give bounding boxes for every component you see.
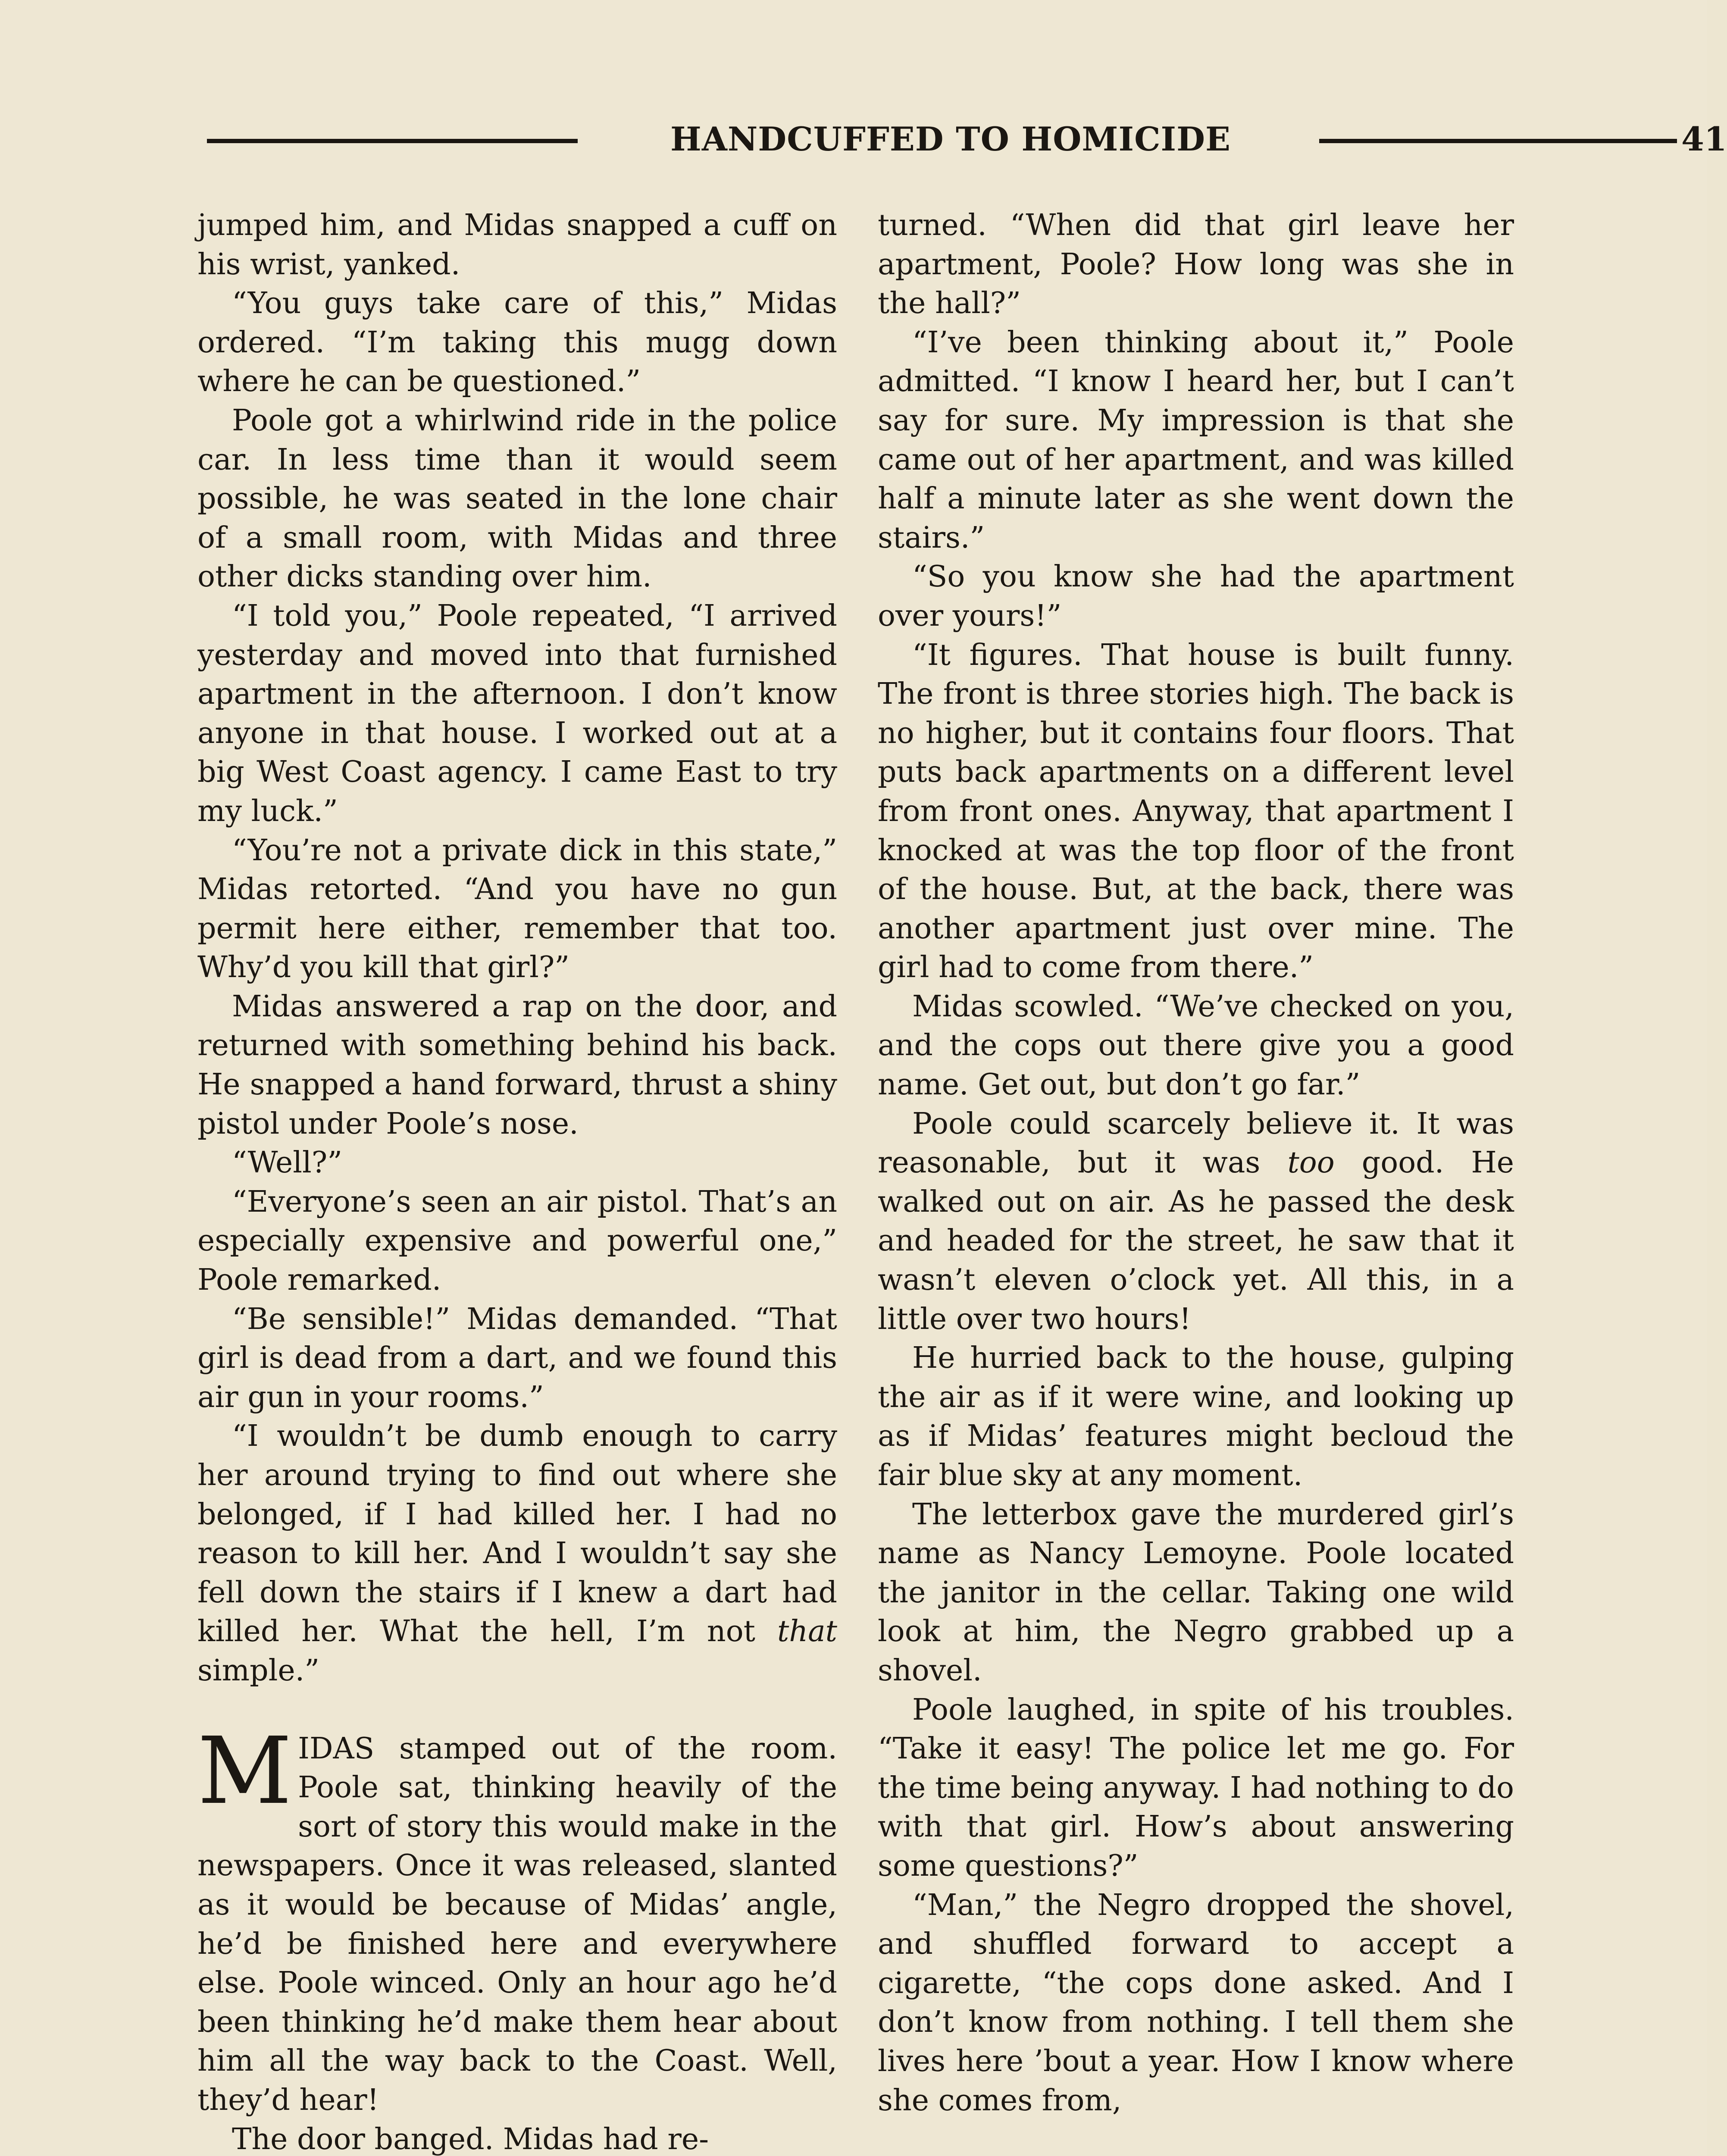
paragraph: “So you know she had the apartment over yours!” [878,560,1514,633]
paragraph: “I told you,” Poole repeated, “I arrived yesterday and moved into that furnished apartment in the afternoon. I don’t know anyone in that house. I worked out at a big West Coast agency. I came East to try my luck.” [197,599,837,828]
text-run: simple.” [197,1653,320,1688]
text-run: IDAS stamped out of the room. Poole sat, thinking heavily of the sort of story this would make in the newspapers. Once it was released, slanted as it would be because of Midas’ angle, he’d be finished here and everywhere else. Poole winced. Only an hour ago he’d been thinking he’d make them hear about him all the way back to the Coast. Well, they’d hear! [197,1731,837,2117]
paragraph: “Everyone’s seen an air pistol. That’s an especially expensive and powerful one,” Poole remarked. [197,1185,837,1297]
paragraph: “I’ve been thinking about it,” Poole admitted. “I know I heard her, but I can’t say for sure. My impression is that she came out of her apartment, and was killed half a minute later as she went down the stairs.” [878,325,1514,555]
paragraph: “Man,” the Negro dropped the shovel, and shuffled forward to accept a cigarette, “the cops done asked. And I don’t know from nothing. I tell them she lives here ’bout a year. How I know where she comes from, [878,1888,1514,2118]
section-opening-paragraph [197,1717,837,2120]
text-run: good. He walked out on air. As he passed the desk and headed for the street, he saw that it wasn’t eleven o’clock yet. All this, in a little over two hours! [878,1146,1514,1336]
paragraph: Poole laughed, in spite of his troubles. “Take it easy! The police let me go. For the time being anyway. I had nothing to do with that girl. How’s about answering some questions?” [878,1692,1514,1883]
text-run: Poole could scarcely believe it. It was reasonable, but it was [878,1106,1514,1180]
header-rule-right [1319,139,1677,143]
header-rule-left [207,139,578,143]
paragraph: “You’re not a private dick in this state,” Midas retorted. “And you have no gun permit here either, remember that too. Why’d you kill that girl?” [197,833,837,985]
emphasis-text: too [1287,1146,1335,1180]
paragraph: turned. “When did that girl leave her apartment, Poole? How long was she in the hall?” [878,208,1514,321]
paragraph: Poole got a whirlwind ride in the police car. In less time than it would seem possible, he was seated in the lone chair of a small room, with Midas and three other dicks standing over him. [197,403,837,594]
paragraph: Midas scowled. “We’ve checked on you, and the cops out there give you a good name. Get out, but don’t go far.” [878,989,1514,1102]
right-column [878,206,1514,2120]
paragraph: The door banged. Midas had re- [232,2122,709,2156]
drop-cap: M [197,1717,292,1825]
left-column [197,206,837,2156]
paragraph: “Be sensible!” Midas demanded. “That girl is dead from a dart, and we found this air gun in your rooms.” [197,1302,837,1414]
emphasis-text: that [777,1614,837,1649]
paragraph [878,1105,1514,1339]
paragraph: He hurried back to the house, gulping the air as if it were wine, and looking up as if Midas’ features might becloud the fair blue sky at any moment. [878,1341,1514,1492]
page-number: 41 [1681,120,1727,158]
paragraph: “It figures. That house is built funny. The front is three stories high. The back is no higher, but it contains four floors. That puts back apartments on a different level from front ones. Anyway, that apartment I knocked at was the top floor of the front of the house. But, at the back, there was another apartment just over mine. The girl had to come from there.” [878,638,1514,985]
paragraph: Midas answered a rap on the door, and returned with something behind his back. He snapped a hand forward, thrust a shiny pistol under Poole’s nose. [197,989,837,1141]
running-header [207,116,1727,163]
paragraph: The letterbox gave the murdered girl’s name as Nancy Lemoyne. Poole located the janitor in the cellar. Taking one wild look at him, the Negro grabbed up a shovel. [878,1497,1514,1688]
paragraph: jumped him, and Midas snapped a cuff on his wrist, yanked. [197,208,837,282]
paragraph: “You guys take care of this,” Midas ordered. “I’m taking this mugg down where he can be questioned.” [197,286,837,399]
text-run: “I wouldn’t be dumb enough to carry her around trying to find out where she belonged, if I had killed her. I had no reason to kill her. And I wouldn’t say she fell down the stairs if I knew a dart had killed her. What the hell, I’m not [197,1419,837,1649]
paragraph [197,1417,837,1690]
paragraph: “Well?” [232,1146,342,1180]
running-title: HANDCUFFED TO HOMICIDE [670,120,1231,158]
